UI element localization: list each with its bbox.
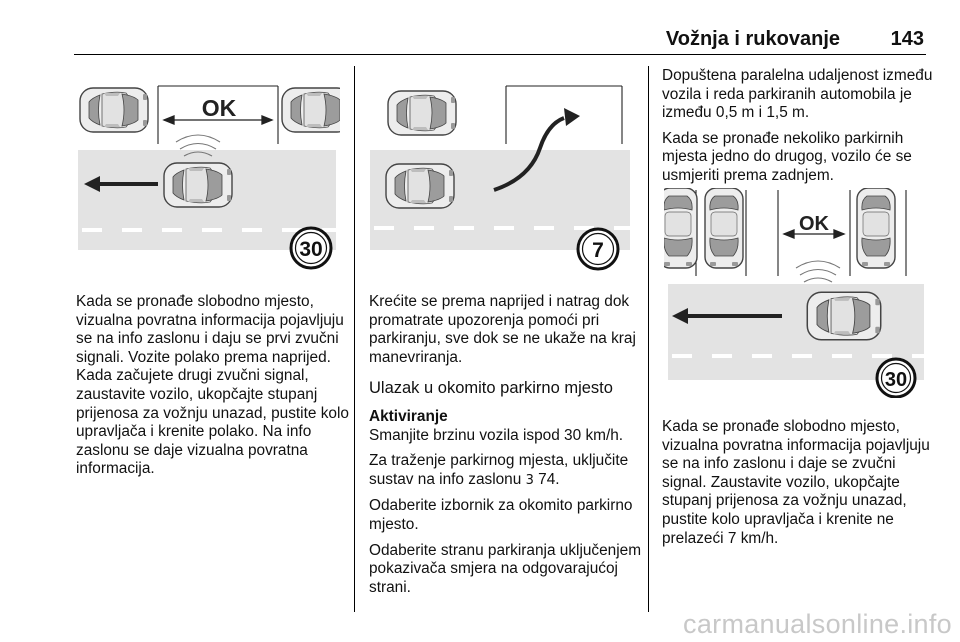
parked-car-left: [80, 88, 148, 132]
parked-car: [388, 91, 456, 135]
column-divider-1: [354, 66, 355, 612]
sub-heading-activation: Aktiviranje: [369, 407, 448, 425]
ok-label: OK: [799, 213, 829, 235]
page-ref-icon[interactable]: 3: [525, 472, 534, 488]
figure-maneuver: [370, 80, 632, 278]
figure-perpendicular-parking: [664, 188, 926, 398]
parked-car-1: [664, 188, 697, 268]
column-3-text-top: [662, 67, 934, 193]
col2-paragraph-3: Za traženje parkirnog mjesta, uključite sustav na info zaslonu 3 74.: [369, 452, 629, 488]
own-car: [164, 163, 232, 207]
col2-paragraph-4: Odaberite izbornik za okomito parkirno mjesto.: [369, 497, 633, 533]
parked-car-2: [705, 188, 743, 268]
parked-car-3: [857, 188, 895, 268]
col2-paragraph-2: Smanjite brzinu vozila ispod 30 km/h.: [369, 426, 624, 444]
own-car: [807, 292, 880, 340]
page-header: [0, 0, 960, 60]
svg-text:30: 30: [884, 369, 908, 391]
col3-paragraph-2: Kada se pronađe nekoliko parkirnih mjesta jedno do drugog, vozilo će se usmjeriti prema zadnjem.: [662, 129, 912, 184]
col2-paragraph-5: Odaberite stranu parkiranja uključenjem pokazivača smjera na odgovarajućoj strani.: [369, 541, 642, 596]
watermark: carmanualsonline.info: [683, 609, 952, 639]
parked-car-right: [282, 88, 340, 132]
header-rule: [74, 54, 926, 55]
ok-label: OK: [201, 95, 237, 121]
parking-slot-marker: [506, 86, 622, 144]
column-3-text-bottom: [662, 418, 934, 555]
col3-paragraph-1: Dopuštena paralelna udaljenost između vozila i reda parkiranih automobila je između 0,5 m i 1,5 m.: [662, 67, 933, 122]
section-heading: Ulazak u okomito parkirno mjesto: [369, 379, 613, 398]
col2-paragraph-1: Krećite se prema naprijed i natrag dok promatrate upozorenja pomoći pri parkiranju, sve dok se ne ukaže na kraj manevriranja.: [369, 293, 636, 366]
column-1-text: [76, 293, 352, 486]
page-number: 143: [890, 28, 924, 50]
sensor-waves: [796, 261, 840, 282]
col1-paragraph: Kada se pronađe slobodno mjesto, vizualna povratna informacija pojavljuju se na info zaslonu i daju se prvi zvučni signali. Vozite polako prema naprijed. Kada začujete drugi zvučni signal, zaustavite vozilo, ukopčajte stupanj prijenosa za vožnju unazad, pustite kolo upravljača i krenite polako. Na info zaslonu se daje vizualna povratna informacija.: [76, 293, 349, 478]
speed-badge: [877, 359, 915, 397]
column-2-text: [369, 293, 645, 604]
speed-badge: [578, 229, 618, 269]
col3-paragraph-3: Kada se pronađe slobodno mjesto, vizualna povratna informacija pojavljuju se na info zaslonu i daje se zvučni signal. Zaustavite vozilo, ukopčajte stupanj prijenosa za vožnju unazad, pustite kolo upravljača i krenite ne prelazeći 7 km/h.: [662, 418, 930, 547]
speed-badge: [291, 228, 331, 268]
own-car: [386, 164, 454, 208]
column-divider-2: [648, 66, 649, 612]
figure-parallel-parking: [78, 72, 340, 278]
svg-text:30: 30: [299, 238, 323, 261]
svg-text:7: 7: [592, 239, 604, 262]
chapter-title: Vožnja i rukovanje: [665, 28, 840, 50]
